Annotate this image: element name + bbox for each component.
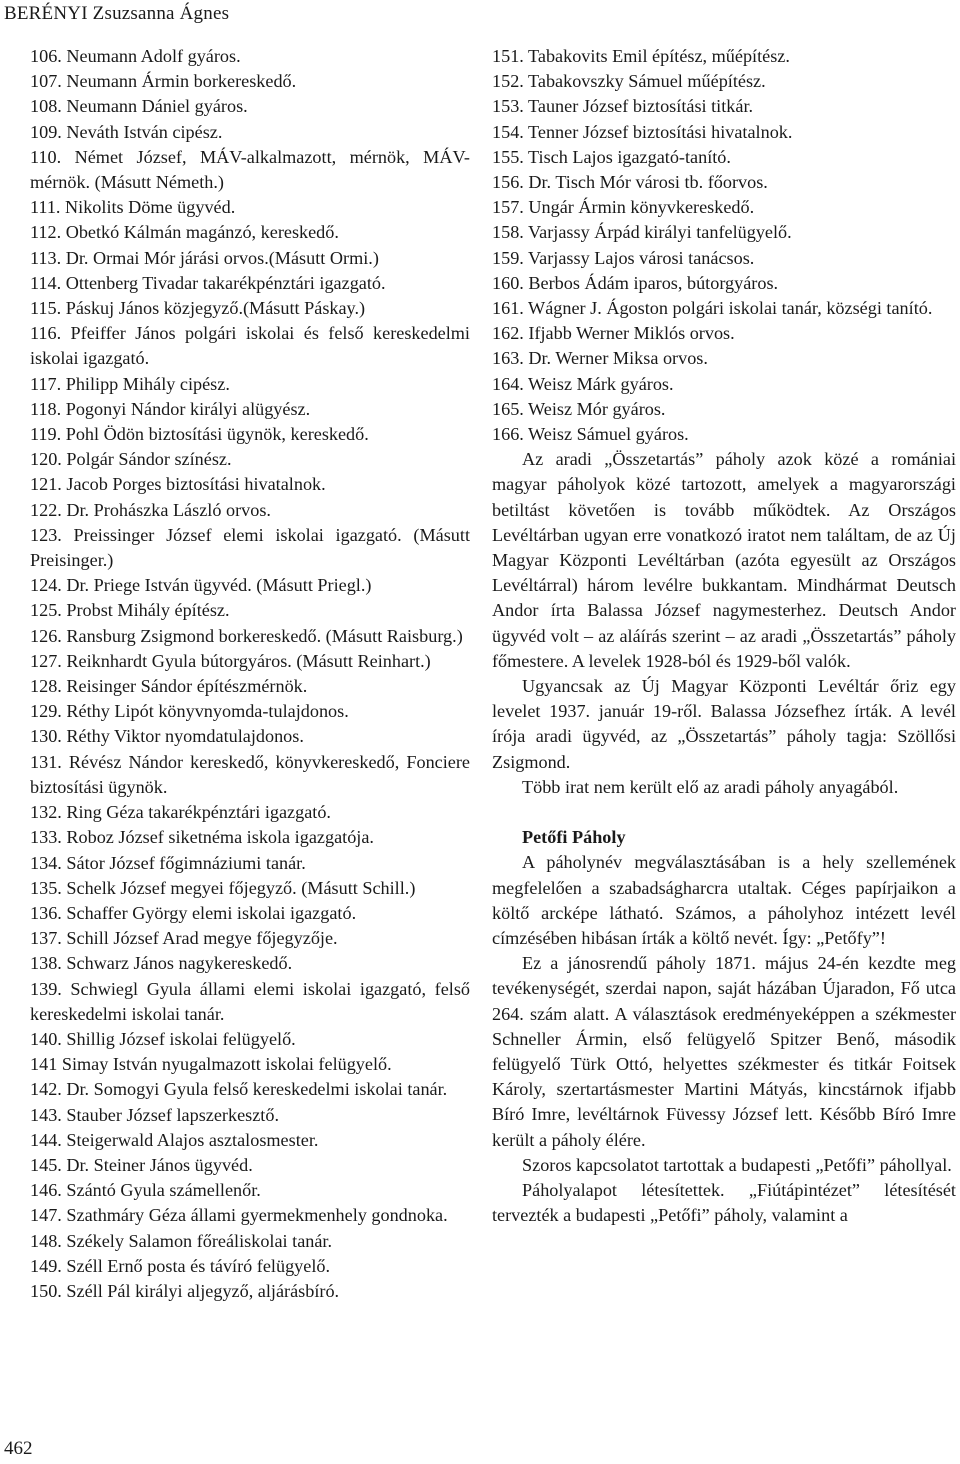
list-item: 117. Philipp Mihály cipész. — [30, 373, 230, 394]
list-item: 131. Révész Nándor kereskedő, könyvkereskedő, Fonciere biztosítási ügynök. — [30, 751, 470, 797]
list-item: 147. Szathmáry Géza állami gyermekmenhely gondnoka. — [30, 1205, 448, 1226]
list-item: 123. Preissinger József elemi iskolai igazgató. (Másutt Preisinger.) — [30, 524, 470, 571]
list-item: 130. Réthy Viktor nyomdatulajdonos. — [30, 726, 304, 747]
list-item: 150. Széll Pál királyi aljegyző, aljárásbíró. — [30, 1280, 340, 1301]
body-paragraph: Ugyancsak az Új Magyar Központi Levéltár őriz egy levelet 1937. január 19-ről. Balassa Józsefhez írták. A levél írója aradi ügyvéd, az „Összetartás” páholy tagja: Szöllősi Zsigmond. — [492, 676, 956, 772]
list-item: 108. Neumann Dániel gyáros. — [30, 96, 248, 117]
list-item: 118. Pogonyi Nándor királyi alügyész. — [30, 398, 311, 419]
list-item: 119. Pohl Ödön biztosítási ügynök, kereskedő. — [30, 424, 369, 445]
list-item: 107. Neumann Ármin borkereskedő. — [30, 71, 297, 92]
list-item: 155. Tisch Lajos igazgató-tanító. — [492, 146, 731, 167]
list-item: 112. Obetkó Kálmán magánzó, kereskedő. — [30, 222, 339, 243]
list-item: 132. Ring Géza takarékpénztári igazgató. — [30, 802, 331, 823]
running-head: BERÉNYI Zsuzsanna Ágnes — [4, 3, 230, 24]
list-item: 120. Polgár Sándor színész. — [30, 449, 232, 470]
list-item: 139. Schwiegl Gyula állami elemi iskolai igazgató, felső kereskedelmi iskolai tanár. — [30, 978, 470, 1024]
list-item: 157. Ungár Ármin könyvkereskedő. — [492, 197, 755, 218]
list-item: 121. Jacob Porges biztosítási hivatalnok. — [30, 474, 326, 495]
list-item: 122. Dr. Prohászka László orvos. — [30, 499, 271, 520]
list-item: 127. Reiknhardt Gyula bútorgyáros. (Másutt Reinhart.) — [30, 650, 431, 671]
list-item: 115. Páskuj János közjegyző.(Másutt Páskay.) — [30, 298, 366, 319]
body-paragraph: Páholyalapot létesítettek. „Fiútápintézet” létesítését tervezték a budapesti „Petőfi” páholy, valamint a — [492, 1179, 956, 1226]
list-item: 162. Ifjabb Werner Miklós orvos. — [492, 323, 735, 344]
left-column — [30, 44, 470, 1304]
list-item: 128. Reisinger Sándor építészmérnök. — [30, 676, 308, 697]
list-item: 126. Ransburg Zsigmond borkereskedő. (Másutt Raisburg.) — [30, 625, 463, 646]
list-item: 161. Wágner J. Ágoston polgári iskolai tanár, községi tanító. — [492, 298, 933, 319]
list-item: 129. Réthy Lipót könyvnyomda-tulajdonos. — [30, 701, 349, 722]
list-item: 166. Weisz Sámuel gyáros. — [492, 424, 689, 445]
list-item: 111. Nikolits Döme ügyvéd. — [30, 197, 236, 218]
list-item: 144. Steigerwald Alajos asztalosmester. — [30, 1129, 319, 1150]
list-item: 152. Tabakovszky Sámuel műépítész. — [492, 71, 766, 92]
list-item: 164. Weisz Márk gyáros. — [492, 373, 674, 394]
list-item: 141 Simay István nyugalmazott iskolai felügyelő. — [30, 1054, 392, 1075]
list-item: 165. Weisz Mór gyáros. — [492, 398, 666, 419]
list-item: 135. Schelk József megyei főjegyző. (Másutt Schill.) — [30, 877, 416, 898]
list-item: 156. Dr. Tisch Mór városi tb. főorvos. — [492, 172, 768, 193]
list-item: 146. Szántó Gyula számellenőr. — [30, 1180, 261, 1201]
list-item: 149. Széll Ernő posta és távíró felügyelő. — [30, 1255, 331, 1276]
list-item: 142. Dr. Somogyi Gyula felső kereskedelmi iskolai tanár. — [30, 1079, 448, 1100]
body-paragraph: Több irat nem került elő az aradi páholy anyagából. — [522, 776, 899, 797]
list-item: 134. Sátor József főgimnáziumi tanár. — [30, 852, 306, 873]
body-paragraph: A páholynév megválasztásában is a hely szellemének megfelelően a szabadságharcra utaltak. Céges papírjaikon a költő arcképe látható. Számos, a páholyhoz intézett levél címzésében hibásan írták a költő nevét. Így: „Petőfy”! — [492, 852, 956, 948]
list-item: 138. Schwarz János nagykereskedő. — [30, 953, 293, 974]
list-item: 137. Schill József Arad megye főjegyzője. — [30, 928, 338, 949]
list-item: 113. Dr. Ormai Mór járási orvos.(Másutt Ormi.) — [30, 247, 379, 268]
page-number: 462 — [4, 1438, 33, 1459]
list-item: 109. Neváth István cipész. — [30, 121, 223, 142]
list-item: 114. Ottenberg Tivadar takarékpénztári igazgató. — [30, 272, 386, 293]
list-item: 140. Shillig József iskolai felügyelő. — [30, 1028, 296, 1049]
list-item: 160. Berbos Ádám iparos, bútorgyáros. — [492, 272, 779, 293]
list-item: 151. Tabakovits Emil építész, műépítész. — [492, 46, 790, 66]
list-item: 110. Német József, MÁV-alkalmazott, mérnök, MÁV-mérnök. (Másutt Németh.) — [30, 146, 470, 193]
list-item: 136. Schaffer György elemi iskolai igazgató. — [30, 902, 357, 923]
list-item: 154. Tenner József biztosítási hivatalnok. — [492, 121, 793, 142]
list-item: 106. Neumann Adolf gyáros. — [30, 46, 241, 66]
list-item: 125. Probst Mihály építész. — [30, 600, 230, 621]
body-paragraph: Ez a jánosrendű páholy 1871. május 24-én kezdte meg tevékenységét, szerdai napon, saját házában Újaradon, Fő utca 264. szám alatt. A választások eredményeképpen a székmester Schneller Ármin, első felügyelő Spitzer Benő, második felügyelő Türk Ottó, helyettes székmester és titkár Foitsek Károly, szertartásmester Martini Mátyás, kincstárnok ifjabb Bíró Imre, levéltárnok Füvessy József lett. Később Bíró Imre került a páholy élére. — [492, 953, 956, 1150]
list-item: 163. Dr. Werner Miksa orvos. — [492, 348, 708, 369]
section-heading: Petőfi Páholy — [522, 827, 626, 848]
list-item: 153. Tauner József biztosítási titkár. — [492, 96, 754, 117]
list-item: 148. Székely Salamon főreáliskolai tanár. — [30, 1230, 333, 1251]
list-item: 159. Varjassy Lajos városi tanácsos. — [492, 247, 755, 268]
list-item: 158. Varjassy Árpád királyi tanfelügyelő. — [492, 222, 792, 243]
right-column — [492, 44, 956, 1228]
list-item: 124. Dr. Priege István ügyvéd. (Másutt Priegl.) — [30, 575, 372, 596]
body-paragraph: Szoros kapcsolatot tartottak a budapesti „Petőfi” páhollyal. — [522, 1154, 952, 1175]
list-item: 145. Dr. Steiner János ügyvéd. — [30, 1154, 253, 1175]
list-item: 143. Stauber József lapszerkesztő. — [30, 1104, 279, 1125]
body-paragraph: Az aradi „Összetartás” páholy azok közé a romániai magyar páholyok közé tartozott, amelyek a magyarországi betiltást követően is tovább működtek. Az Országos Levéltárban ugyan erre vonatkozó iratot nem találtam, de az Új Magyar Központi Levéltárban (azóta egyesült az Országos Levéltárral) három levélre bukkantam. Mindhármat Deutsch Andor írta Balassa József nagymesterhez. Deutsch Andor ügyvéd volt – az aláírás szerint – az aradi „Összetartás” páholy főmestere. A levelek 1928-ból és 1929-ből valók. — [492, 449, 956, 671]
list-item: 133. Roboz József siketnéma iskola igazgatója. — [30, 827, 374, 848]
list-item: 116. Pfeiffer János polgári iskolai és felső kereskedelmi iskolai igazgató. — [30, 323, 470, 369]
